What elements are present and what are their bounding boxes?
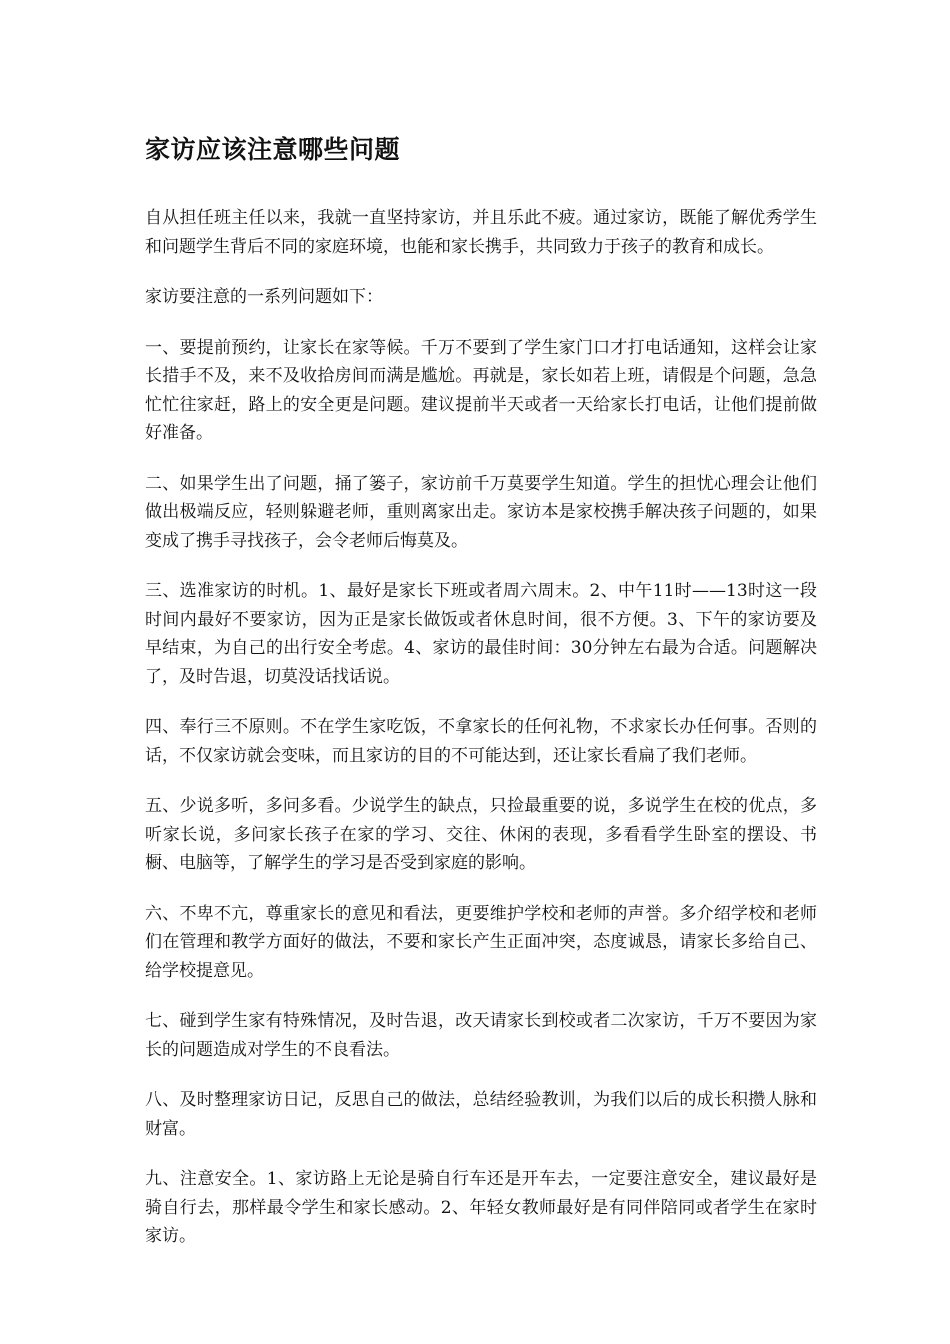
- document-title: 家访应该注意哪些问题: [145, 135, 401, 164]
- paragraph-item-1: 一、要提前预约，让家长在家等候。千万不要到了学生家门口才打电话通知，这样会让家长措手不及，来不及收拾房间而满是尴尬。再就是，家长如若上班，请假是个问题，急急忙忙往家赶，路上的安全更是问题。建议提前半天或者一天给家长打电话，让他们提前做好准备。: [145, 337, 817, 443]
- paragraph-item-3: 三、选准家访的时机。1、最好是家长下班或者周六周末。2、中午11时——13时这一段时间内最好不要家访，因为正是家长做饭或者休息时间，很不方便。3、下午的家访要及早结束，为自己的出行安全考虑。4、家访的最佳时间：30分钟左右最为合适。问题解决了，及时告退，切莫没话找话说。: [145, 581, 817, 687]
- paragraph-item-9: 九、注意安全。1、家访路上无论是骑自行车还是开车去，一定要注意安全，建议最好是骑自行去，那样最令学生和家长感动。2、年轻女教师最好是有同伴陪同或者学生在家时家访。: [145, 1169, 817, 1246]
- paragraph-item-6: 六、不卑不亢，尊重家长的意见和看法，更要维护学校和老师的声誉。多介绍学校和老师们在管理和教学方面好的做法，不要和家长产生正面冲突，态度诚恳，请家长多给自己、给学校提意见。: [145, 903, 817, 981]
- paragraph-intro: 自从担任班主任以来，我就一直坚持家访，并且乐此不疲。通过家访，既能了解优秀学生和问题学生背后不同的家庭环境，也能和家长携手，共同致力于孩子的教育和成长。: [145, 208, 817, 257]
- document-page: [145, 128, 817, 1273]
- paragraph-item-5: 五、少说多听，多问多看。少说学生的缺点，只捡最重要的说，多说学生在校的优点，多听家长说，多问家长孩子在家的学习、交往、休闲的表现，多看看学生卧室的摆设、书橱、电脑等，了解学生的学习是否受到家庭的影响。: [145, 796, 817, 873]
- paragraph-item-2: 二、如果学生出了问题，捅了篓子，家访前千万莫要学生知道。学生的担忧心理会让他们做出极端反应，轻则躲避老师，重则离家出走。家访本是家校携手解决孩子问题的，如果变成了携手寻找孩子，会令老师后悔莫及。: [145, 473, 817, 551]
- paragraph-item-7: 七、碰到学生家有特殊情况，及时告退，改天请家长到校或者二次家访，千万不要因为家长的问题造成对学生的不良看法。: [145, 1011, 817, 1060]
- paragraph-item-4: 四、奉行三不原则。不在学生家吃饭，不拿家长的任何礼物，不求家长办任何事。否则的话，不仅家访就会变味，而且家访的目的不可能达到，还让家长看扁了我们老师。: [145, 717, 817, 766]
- paragraph-item-8: 八、及时整理家访日记，反思自己的做法，总结经验教训，为我们以后的成长积攒人脉和财富。: [145, 1090, 817, 1139]
- paragraph-list-lead: 家访要注意的一系列问题如下：: [145, 287, 383, 307]
